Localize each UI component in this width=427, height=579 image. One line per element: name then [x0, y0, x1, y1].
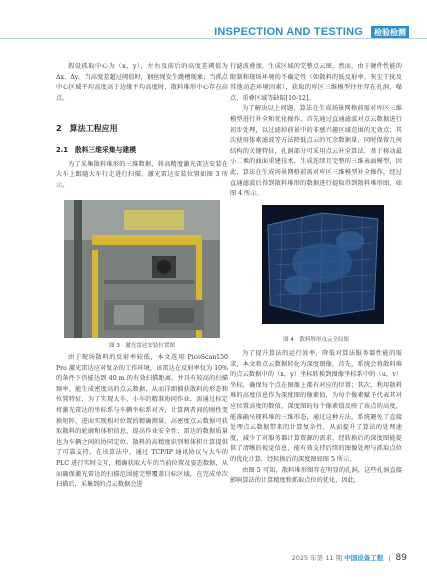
paragraph-lidar-detail: 由于现场散料的反射率较低，本文选用 PicoScan150 Pro 激光雷达应对复杂的工作环境，该雷达在反射率仅为 10% 的条件下仍能达到 40 m 的有效扫描距离，并具有较高的扫描频率，能生成密度高的点云数据，从而详细捕获散料的形态和位置特征，为了实现大车、小车的精准协同作业，需通过标定将激光雷达的坐标系与车辆坐标系对齐，计算两者间的刚性变换矩阵，进而实现相对位置的精确测量。高密度点云数据可获取散料的轮廓和体积信息，提高作业安全性；雷达的数据质量也为车辆之间的协同定位、散料的高精度识别和体积计算提供了可靠支持。在该算法中，通过 TCP/IP 通讯协议与大车的 PLC 进行实时交互，精确获取大车的当前位置及姿态数据，从而确保激光雷达的扫描范围能完整覆盖目标区域，在完成单次扫描后，采集到的点云数据会进	[56, 354, 228, 489]
section-heading: 2 算法工程应用	[56, 124, 118, 134]
journal-section-title: INSPECTION AND TESTING	[214, 26, 363, 38]
right-column-bottom	[230, 349, 402, 487]
figure-caption: 图 4 散料堆形点云全局图	[283, 337, 349, 343]
figure-caption: 图 3 激光雷达安装位置图	[109, 343, 175, 349]
figure-lidar-installation-photo	[64, 200, 220, 338]
section-tag-badge: 检验检测	[371, 26, 409, 39]
figure-point-cloud-global-view	[262, 205, 384, 324]
paragraph-depth-image: 为了提升算法的运行效率，降低对算法服务器性能的需求，本文将点云数据转化为深度图像，首先，系统会将散料堆的点云数据中的（x，y）坐标转换到图像坐标系中的（u，v）坐标，确保每个点在图像上都有对应的位置；其次，利用散料堆的高度信息作为深度图的像素值，为每个像素赋予代表其对应位置高度的数值，深度图的每个像素值反映了该点的高度，能准确呈现料堆的三维形态，通过这种方法，系统避免了直接处理点云数据带来的计算复杂性，从而提升了算法的处理速度，减少了对服务器计算资源的需求，经转换后的深度图能提供了清晰的视觉信息，能有效支持后续的图像处理与抓取点位的优化计算，经转换后的深度图如图 5 所示。	[230, 350, 402, 463]
lidar-installation-illustration	[64, 200, 220, 338]
page-footer	[292, 553, 407, 563]
footer-separator: |	[388, 554, 391, 562]
point-cloud-illustration	[262, 205, 384, 324]
page-number: 89	[395, 553, 407, 563]
paragraph-filter-result: 行滤波叠加，生成区域的完整点云图，然而，由于硬件性能的限制和现场环境的不确定性（如散料的低反射率、灰尘干扰及其他动态环境因素），获取的库区三维模型往往存在孔洞、噪点、重叠区域等缺陷[10-12]。	[230, 63, 402, 102]
paragraph-intro: 假设抓取中心为（x，y），左右及前后的高度差阈值为 Δx、Δy。当高度差超过阈值时，钢丝绳发生跳槽现象；当抓点中心区域平均高度高于边缘平均高度时，散料堆形中心存在高点。	[56, 63, 228, 102]
subsection-heading: 2.1 散料三维采集与建模	[56, 145, 137, 154]
paragraph-model-completion: 为了解决以上问题，算法在生成场景网格前需对库区三维模型进行补全和优化操作，首先通过直通滤波对点云数据进行初步处理，以过滤掉前景中的非感兴趣区域范围的无效点；其次使用体素滤波等方法降低点云的冗余数据量，同时保留几何结构的关键特征，孔洞部分可采用点云补全算法，基于移动最小二乘的曲面重建技术，生成连续且完整的三维表面模型，因此，算法在生成场景网格前需对库区三维模型补全操作，经过直通滤波后得到散料堆形的数据进行提取得到散料堆形图，如图 4 所示。	[230, 105, 402, 198]
magazine-name: 中国设备工程	[344, 554, 384, 562]
header-divider	[0, 38, 427, 39]
left-column-bottom	[56, 353, 228, 491]
page-header	[0, 0, 427, 44]
issue-label: 2025 年第 11 期	[291, 554, 343, 562]
paragraph-holes: 由图 5 可知，散料堆形图存在明显的孔洞，这些孔洞直接影响算法的计算精度和抓取点位的优化，因此，	[230, 466, 402, 485]
left-column-top	[56, 62, 228, 191]
paragraph-lidar-intro: 为了采集散料堆形的三维数据，将高精度激光雷达安装在大车上跟随大车行走进行扫描，激光雷达安装位置如图 3 所示。	[56, 160, 228, 189]
right-column-top	[230, 62, 402, 200]
